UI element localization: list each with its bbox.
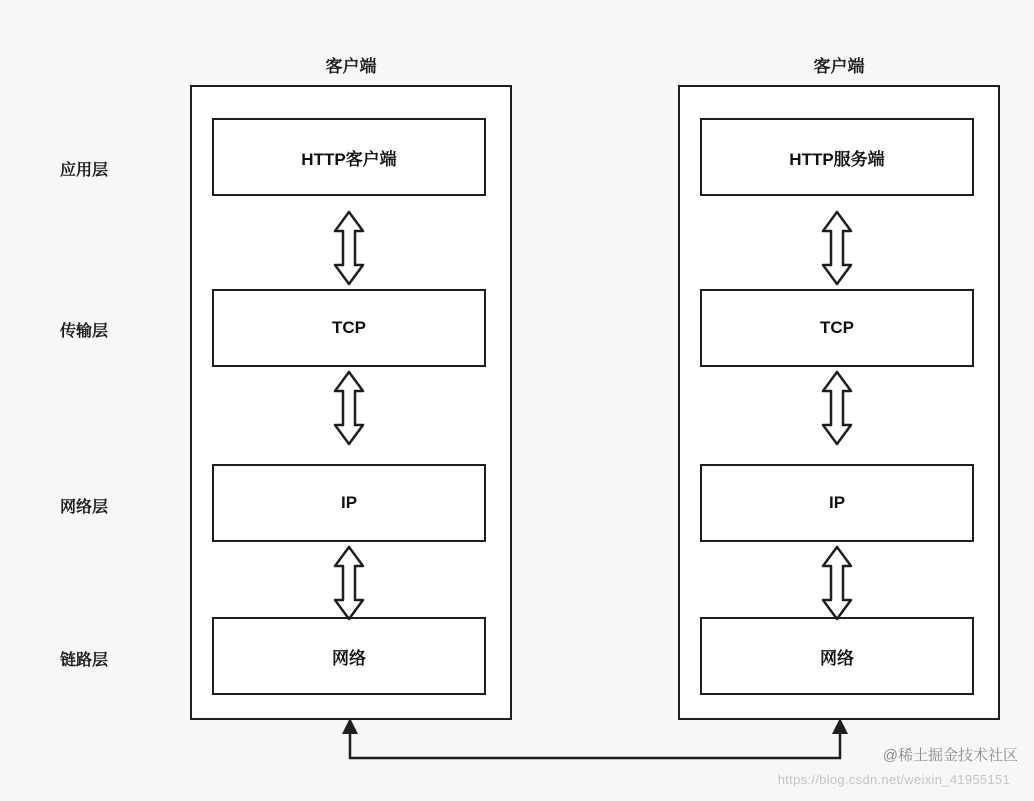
column-title-server: 客户端 [813,57,865,76]
box-ip-server: IP [700,464,974,542]
box-link-server: 网络 [700,617,974,695]
box-ip-client: IP [212,464,486,542]
layer-label-transport: 传输层 [60,323,109,340]
box-link-client: 网络 [212,617,486,695]
box-http-server: HTTP服务端 [700,118,974,196]
double-arrow-icon [327,369,371,447]
watermark-url: https://blog.csdn.net/weixin_41955151 [777,772,1010,787]
column-title-client: 客户端 [325,57,377,76]
box-tcp-server: TCP [700,289,974,367]
bidirectional-network-link-icon [330,716,860,778]
box-http-client: HTTP客户端 [212,118,486,196]
double-arrow-icon [327,544,371,622]
layer-label-link: 链路层 [60,652,109,669]
double-arrow-icon [815,544,859,622]
double-arrow-icon [327,209,371,287]
watermark-brand: @稀土掘金技术社区 [882,747,1018,764]
double-arrow-icon [815,209,859,287]
box-tcp-client: TCP [212,289,486,367]
double-arrow-icon [815,369,859,447]
layer-label-network: 网络层 [60,499,109,516]
layer-label-application: 应用层 [60,162,109,179]
